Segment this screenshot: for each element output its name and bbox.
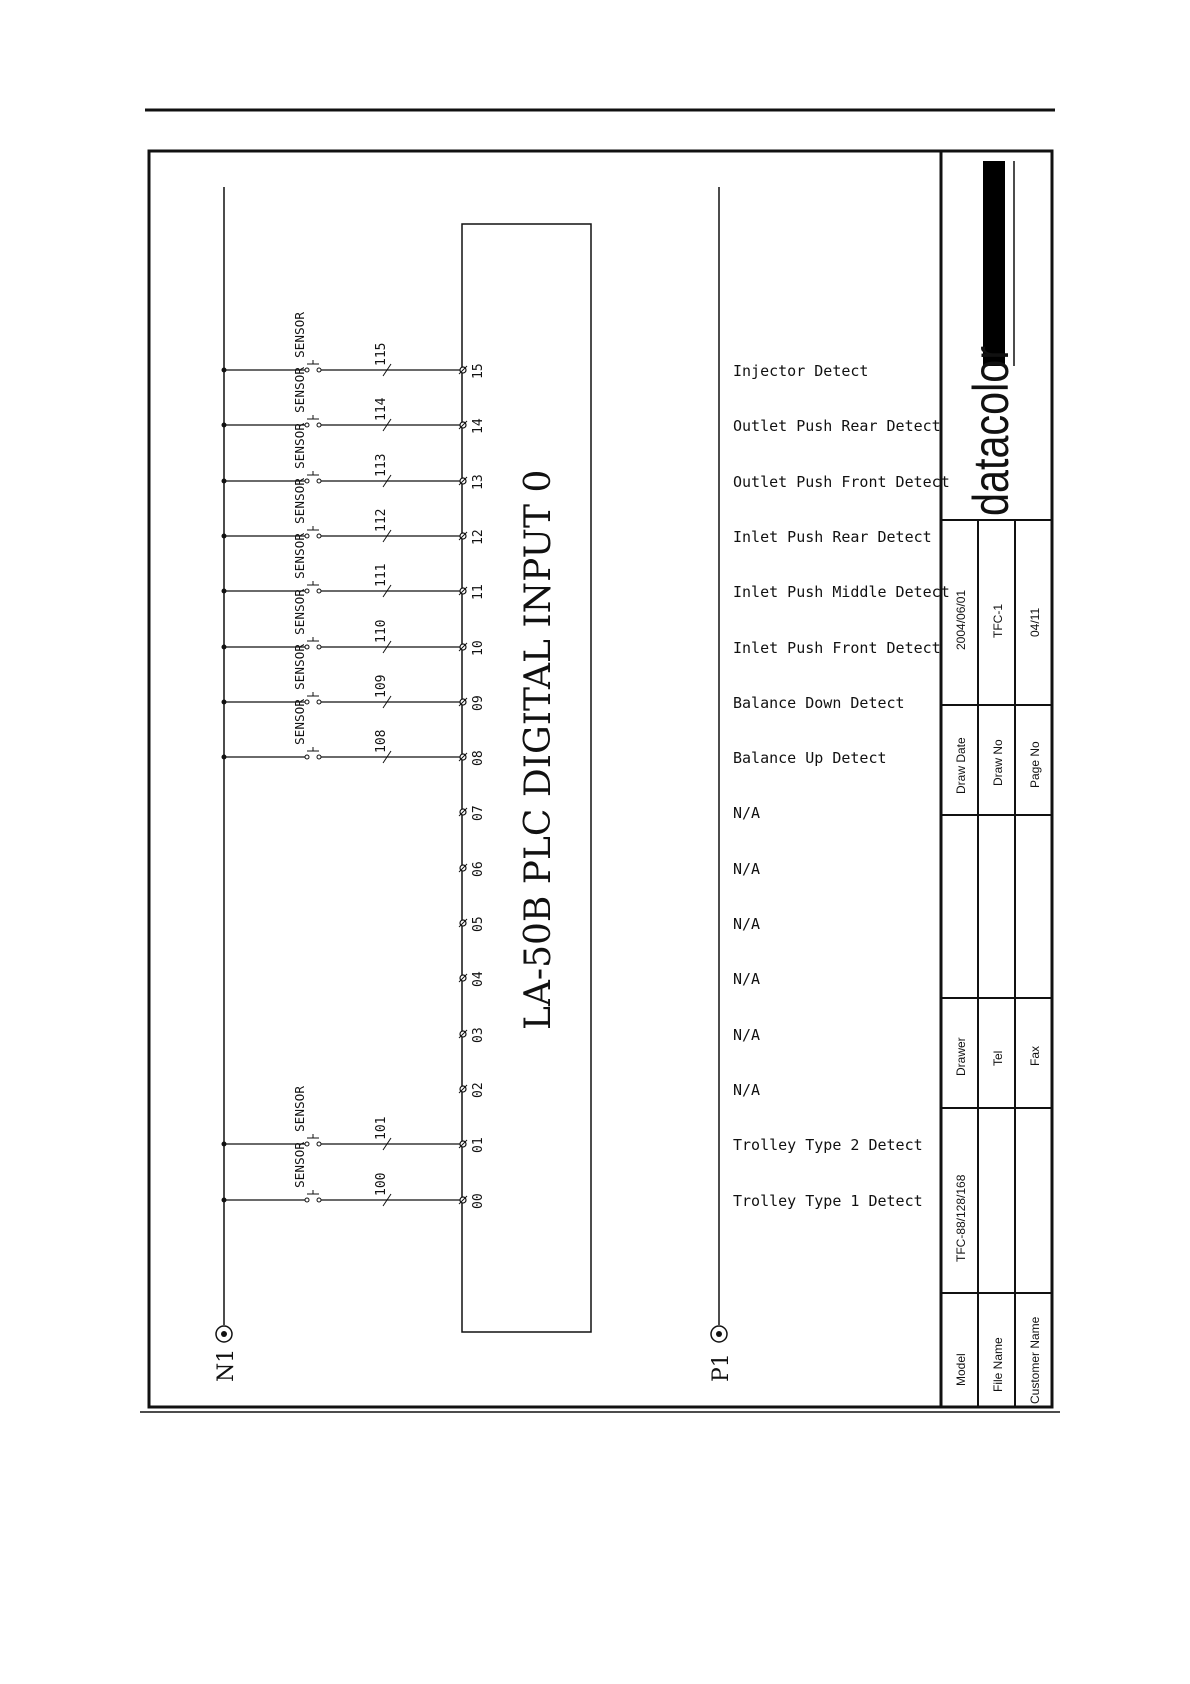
- input-description: Outlet Push Rear Detect: [733, 417, 941, 435]
- input-description: Inlet Push Middle Detect: [733, 583, 950, 601]
- rung-06: [459, 861, 486, 877]
- label-model: Model: [954, 1353, 968, 1386]
- junction-dot: [222, 368, 227, 373]
- contact-right: [317, 700, 321, 704]
- input-description: Balance Up Detect: [733, 749, 887, 767]
- input-description: Trolley Type 2 Detect: [733, 1136, 923, 1154]
- terminal-number: 08: [471, 750, 486, 766]
- label-draw-date: Draw Date: [954, 737, 968, 794]
- rung-03: [459, 1027, 486, 1043]
- plc-title: LA-50B PLC DIGITAL INPUT 0: [518, 469, 559, 1030]
- rung-10: [222, 588, 487, 656]
- terminal-number: 02: [471, 1082, 486, 1098]
- rung-07: [459, 805, 486, 821]
- wire-number: 113: [374, 453, 389, 477]
- label-drawer: Drawer: [954, 1037, 968, 1076]
- sensor-label: SENSOR: [293, 480, 307, 524]
- sensor-label: SENSOR: [293, 314, 307, 358]
- phase-terminal-dot: [716, 1331, 722, 1337]
- input-description: N/A: [733, 970, 761, 988]
- input-description: Injector Detect: [733, 362, 869, 380]
- junction-dot: [222, 1142, 227, 1147]
- wire-number: 109: [374, 674, 389, 698]
- rung-05: [459, 916, 486, 932]
- junction-dot: [222, 700, 227, 705]
- contact-right: [317, 423, 321, 427]
- label-fax: Fax: [1028, 1045, 1042, 1066]
- wire-number: 115: [374, 342, 389, 366]
- contact-right: [317, 1142, 321, 1146]
- value-draw-no: TFC-1: [991, 604, 1005, 638]
- rung-13: [222, 422, 487, 490]
- junction-dot: [222, 589, 227, 594]
- junction-dot: [222, 755, 227, 760]
- junction-dot: [222, 645, 227, 650]
- neutral-terminal-dot: [221, 1331, 227, 1337]
- rung-02: [459, 1082, 486, 1098]
- rung-00: [222, 1141, 487, 1209]
- label-page-no: Page No: [1028, 741, 1042, 788]
- value-draw-date: 2004/06/01: [954, 589, 968, 650]
- sensor-label: SENSOR: [293, 1088, 307, 1132]
- wire-number: 112: [374, 508, 389, 532]
- sensor-label: SENSOR: [293, 369, 307, 413]
- input-description: N/A: [733, 860, 761, 878]
- label-tel: Tel: [991, 1050, 1005, 1066]
- rung-04: [459, 971, 486, 987]
- wire-number: 111: [374, 563, 389, 587]
- input-description: N/A: [733, 1026, 761, 1044]
- terminal-number: 07: [471, 805, 486, 821]
- input-description: Inlet Push Front Detect: [733, 639, 941, 657]
- wire-number: 100: [374, 1172, 389, 1196]
- sensor-label: SENSOR: [293, 646, 307, 690]
- neutral-label: N1: [214, 1348, 239, 1382]
- terminal-number: 01: [471, 1137, 486, 1153]
- contact-right: [317, 479, 321, 483]
- sensor-label: SENSOR: [293, 425, 307, 469]
- terminal-number: 10: [471, 640, 486, 656]
- contact-right: [317, 368, 321, 372]
- sensor-label: SENSOR: [293, 535, 307, 579]
- terminal-number: 14: [471, 418, 486, 434]
- rung-15: [222, 311, 487, 379]
- label-customer-name: Customer Name: [1028, 1316, 1042, 1404]
- contact-left: [305, 755, 309, 759]
- brand-logo: datacolor: [963, 310, 1019, 516]
- contact-left: [305, 1198, 309, 1202]
- junction-dot: [222, 1198, 227, 1203]
- contact-right: [317, 645, 321, 649]
- wire-number: 108: [374, 729, 389, 753]
- input-description: Inlet Push Rear Detect: [733, 528, 932, 546]
- sensor-label: SENSOR: [293, 591, 307, 635]
- sensor-label: SENSOR: [293, 1144, 307, 1188]
- contact-right: [317, 534, 321, 538]
- terminal-number: 05: [471, 916, 486, 932]
- label-file-name: File Name: [991, 1337, 1005, 1392]
- rung-11: [222, 532, 487, 600]
- phase-label: P1: [709, 1353, 734, 1382]
- label-draw-no: Draw No: [991, 739, 1005, 786]
- contact-right: [317, 589, 321, 593]
- terminal-number: 13: [471, 474, 486, 490]
- terminal-number: 15: [471, 363, 486, 379]
- drawing-frame: [149, 151, 1052, 1407]
- input-description: Balance Down Detect: [733, 694, 905, 712]
- rung-12: [222, 477, 487, 545]
- terminal-number: 12: [471, 529, 486, 545]
- input-description: Trolley Type 1 Detect: [733, 1192, 923, 1210]
- sensor-label: SENSOR: [293, 701, 307, 745]
- rung-09: [222, 643, 487, 711]
- contact-right: [317, 755, 321, 759]
- junction-dot: [222, 423, 227, 428]
- rung-01: [222, 1085, 487, 1153]
- value-page-no: 04/11: [1028, 607, 1042, 637]
- wire-number: 114: [374, 397, 389, 421]
- input-description: N/A: [733, 915, 761, 933]
- terminal-number: 06: [471, 861, 486, 877]
- contact-right: [317, 1198, 321, 1202]
- brand-bar: [983, 161, 1005, 366]
- terminal-number: 03: [471, 1027, 486, 1043]
- input-description: N/A: [733, 804, 761, 822]
- rung-08: [222, 698, 487, 766]
- input-description: N/A: [733, 1081, 761, 1099]
- terminal-number: 00: [471, 1193, 486, 1209]
- value-model: TFC-88/128/168: [954, 1174, 968, 1262]
- terminal-number: 04: [471, 971, 486, 987]
- junction-dot: [222, 479, 227, 484]
- terminal-number: 11: [471, 584, 486, 600]
- wire-number: 101: [374, 1116, 389, 1140]
- input-description: Outlet Push Front Detect: [733, 473, 950, 491]
- junction-dot: [222, 534, 227, 539]
- rung-14: [222, 366, 487, 434]
- terminal-number: 09: [471, 695, 486, 711]
- wire-number: 110: [374, 619, 389, 643]
